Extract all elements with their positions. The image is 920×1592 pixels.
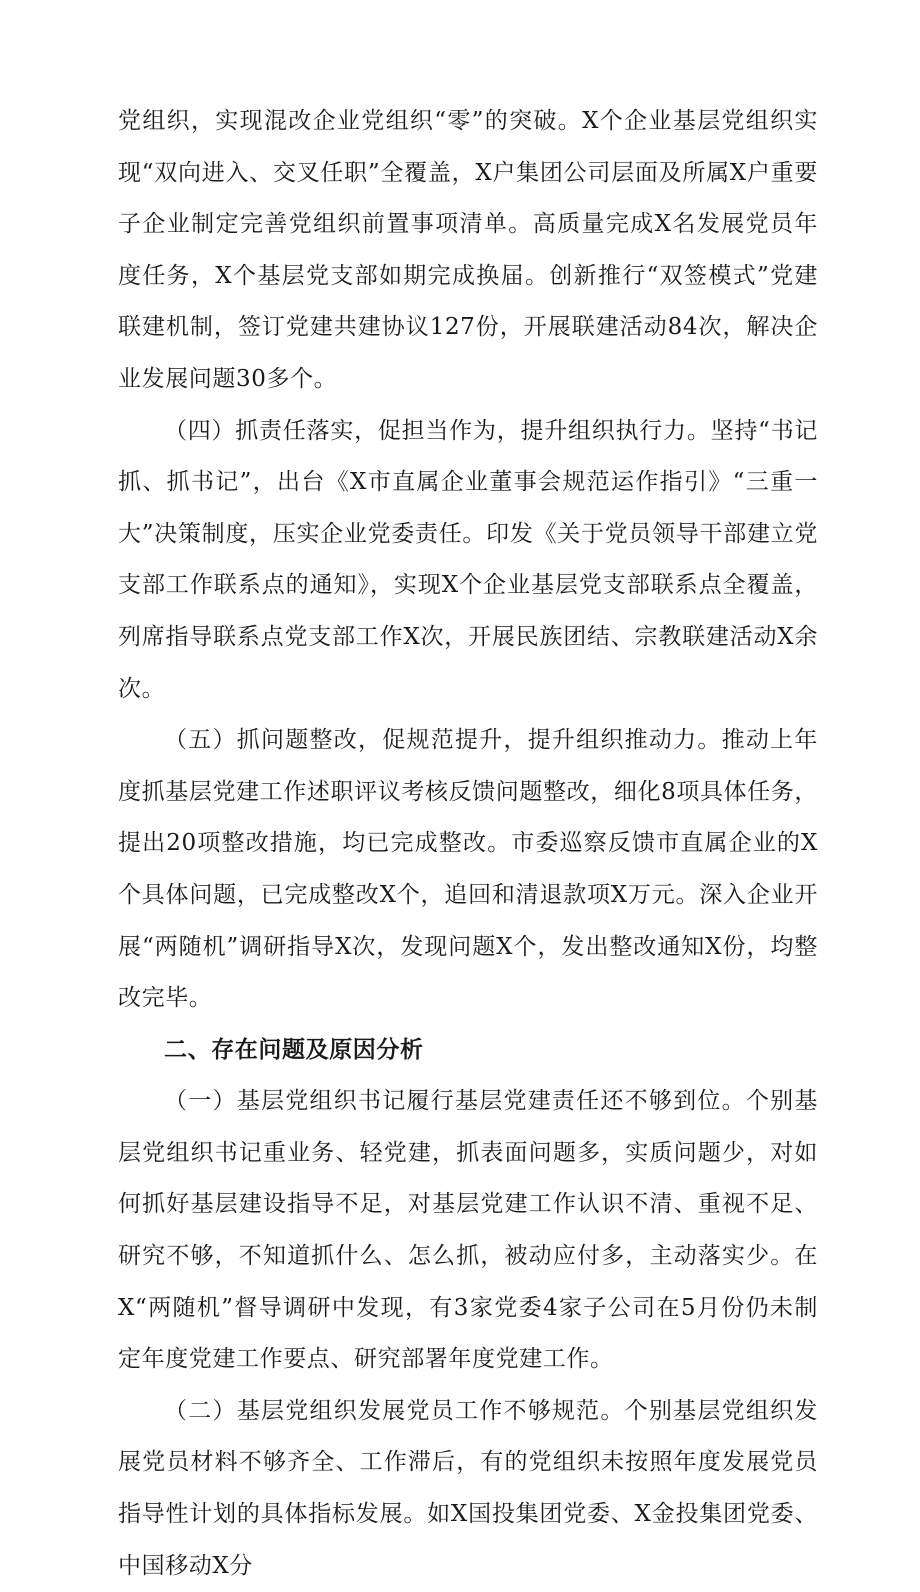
document-body xyxy=(118,96,818,1592)
paragraph-continuation: 党组织，实现混改企业党组织“零”的突破。X个企业基层党组织实现“双向进入、交叉任职”全覆盖，X户集团公司层面及所属X户重要子企业制定完善党组织前置事项清单。高质量完成X名发展党员年度任务，X个基层党支部如期完成换届。创新推行“双签模式”党建联建机制，签订党建共建协议127份，开展联建活动84次，解决企业发展问题30多个。 xyxy=(118,108,818,392)
section-heading-problems: 二、存在问题及原因分析 xyxy=(164,1036,424,1063)
paragraph-problem-one: （一）基层党组织书记履行基层党建责任还不够到位。个别基层党组织书记重业务、轻党建，抓表面问题多，实质问题少，对如何抓好基层建设指导不足，对基层党建工作认识不清、重视不足、研究不够，不知道抓什么、怎么抓，被动应付多，主动落实少。在X“两随机”督导调研中发现，有3家党委4家子公司在5月份仍未制定年度党建工作要点、研究部署年度党建工作。 xyxy=(118,1088,818,1373)
paragraph-section-four: （四）抓责任落实，促担当作为，提升组织执行力。坚持“书记抓、抓书记”，出台《X市直属企业董事会规范运作指引》“三重一大”决策制度，压实企业党委责任。印发《关于党员领导干部建立党支部工作联系点的通知》，实现X个企业基层党支部联系点全覆盖，列席指导联系点党支部工作X次，开展民族团结、宗教联建活动X余次。 xyxy=(118,417,818,702)
paragraph-section-five: （五）抓问题整改，促规范提升，提升组织推动力。推动上年度抓基层党建工作述职评议考核反馈问题整改，细化8项具体任务，提出20项整改措施，均已完成整改。市委巡察反馈市直属企业的X个具体问题，已完成整改X个，追回和清退款项X万元。深入企业开展“两随机”调研指导X次，发现问题X个，发出整改通知X份，均整改完毕。 xyxy=(118,727,818,1012)
paragraph-problem-two: （二）基层党组织发展党员工作不够规范。个别基层党组织发展党员材料不够齐全、工作滞后，有的党组织未按照年度发展党员指导性计划的具体指标发展。如X国投集团党委、X金投集团党委、中国移动X分 xyxy=(118,1397,818,1579)
